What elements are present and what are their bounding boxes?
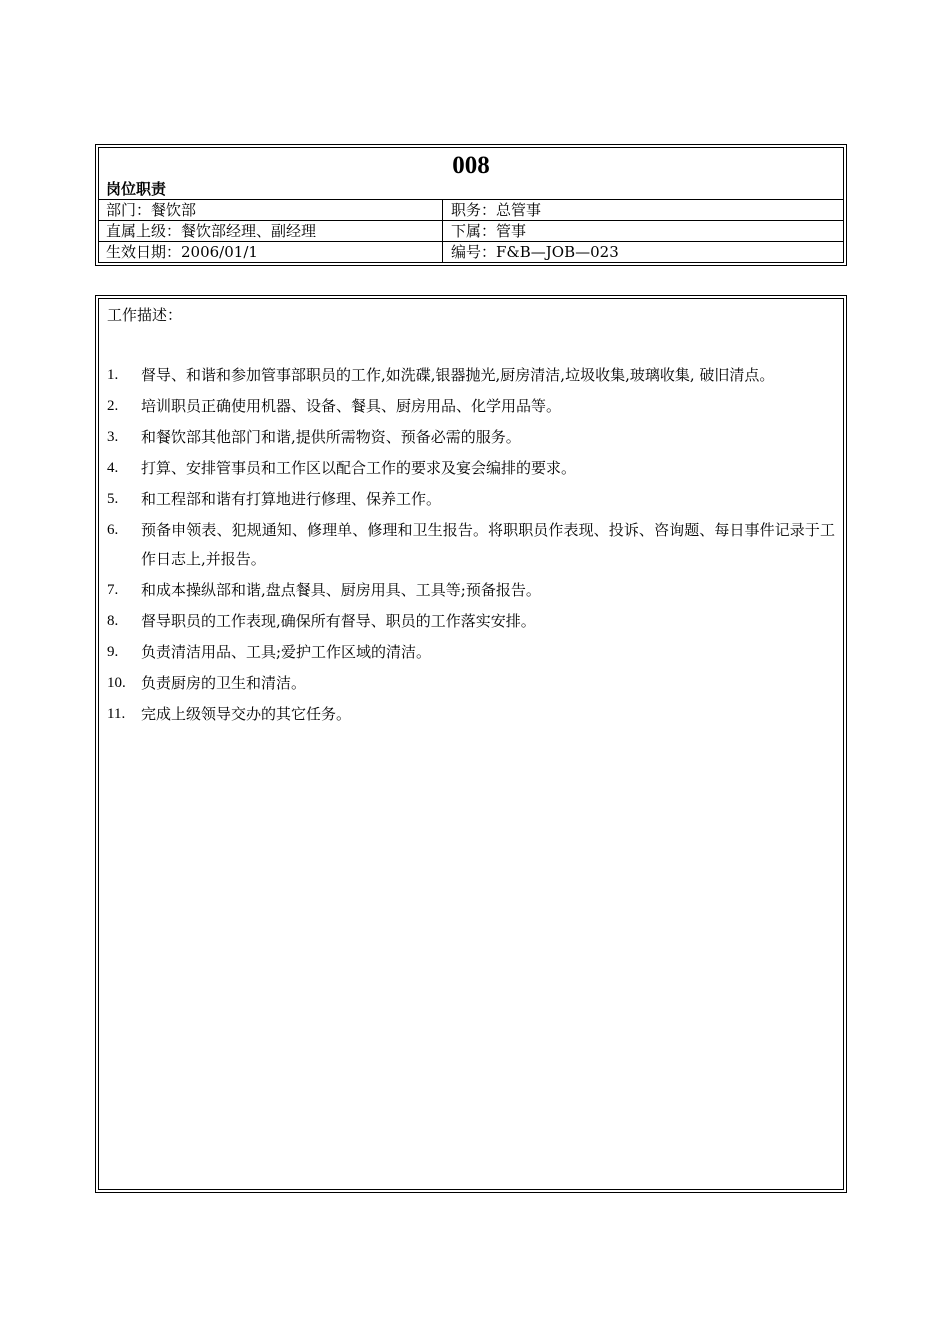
effective-date-cell: 生效日期：2006/01/1 (99, 242, 443, 263)
item-number: 9. (107, 644, 119, 660)
department-cell: 部门：餐饮部 (99, 200, 443, 220)
list-item (107, 638, 835, 667)
list-item (107, 669, 835, 698)
item-text: 预备申领表、犯规通知、修理单、修理和卫生报告。将职职员作表现、投诉、咨询题、每日事件记录于工作日志上,并报告。 (141, 521, 835, 568)
document-number: 008 (452, 152, 490, 179)
item-number: 7. (107, 582, 119, 598)
supervisor-cell: 直属上级：餐饮部经理、副经理 (99, 221, 443, 241)
info-row-department (99, 200, 843, 221)
info-row-effective-date (99, 242, 843, 263)
duty-list (107, 361, 835, 729)
item-text: 负责清洁用品、工具;爱护工作区域的清洁。 (141, 643, 432, 661)
list-item (107, 485, 835, 514)
list-item (107, 516, 835, 574)
item-text: 打算、安排管事员和工作区以配合工作的要求及宴会编排的要求。 (141, 459, 577, 477)
item-text: 和工程部和谐有打算地进行修理、保养工作。 (141, 490, 442, 508)
item-number: 8. (107, 613, 119, 629)
list-item (107, 392, 835, 421)
subordinate-cell: 下属：管事 (451, 222, 527, 240)
description-title: 工作描述： (107, 306, 183, 324)
item-text: 督导、和谐和参加管事部职员的工作,如洗碟,银器抛光,厨房清洁,垃圾收集,玻璃收集, 破旧清点。 (141, 366, 775, 384)
item-text: 培训职员正确使用机器、设备、餐具、厨房用品、化学用品等。 (141, 397, 562, 415)
item-number: 1. (107, 367, 119, 383)
info-row-supervisor (99, 221, 843, 242)
title-row (99, 148, 843, 200)
position-cell: 职务：总管事 (451, 201, 542, 219)
item-number: 10. (107, 675, 126, 691)
document-heading: 岗位职责 (106, 180, 167, 198)
job-info-table (95, 144, 847, 266)
list-item (107, 423, 835, 452)
item-number: 4. (107, 460, 119, 476)
item-number: 3. (107, 429, 119, 445)
item-text: 和餐饮部其他部门和谐,提供所需物资、预备必需的服务。 (141, 428, 521, 446)
item-text: 完成上级领导交办的其它任务。 (141, 705, 352, 723)
item-number: 5. (107, 491, 119, 507)
item-number: 11. (107, 706, 126, 722)
list-item (107, 607, 835, 636)
job-description-box (95, 295, 847, 1193)
job-description-inner (98, 298, 844, 1190)
list-item (107, 576, 835, 605)
list-item (107, 700, 835, 729)
item-text: 负责厨房的卫生和清洁。 (141, 674, 307, 692)
item-text: 督导职员的工作表现,确保所有督导、职员的工作落实安排。 (141, 612, 536, 630)
item-text: 和成本操纵部和谐,盘点餐具、厨房用具、工具等;预备报告。 (141, 581, 541, 599)
list-item (107, 454, 835, 483)
job-info-table-inner (98, 147, 844, 263)
document-code-cell: 编号：F&B—JOB—023 (451, 243, 619, 261)
list-item (107, 361, 835, 390)
item-number: 6. (107, 522, 119, 538)
item-number: 2. (107, 398, 119, 414)
